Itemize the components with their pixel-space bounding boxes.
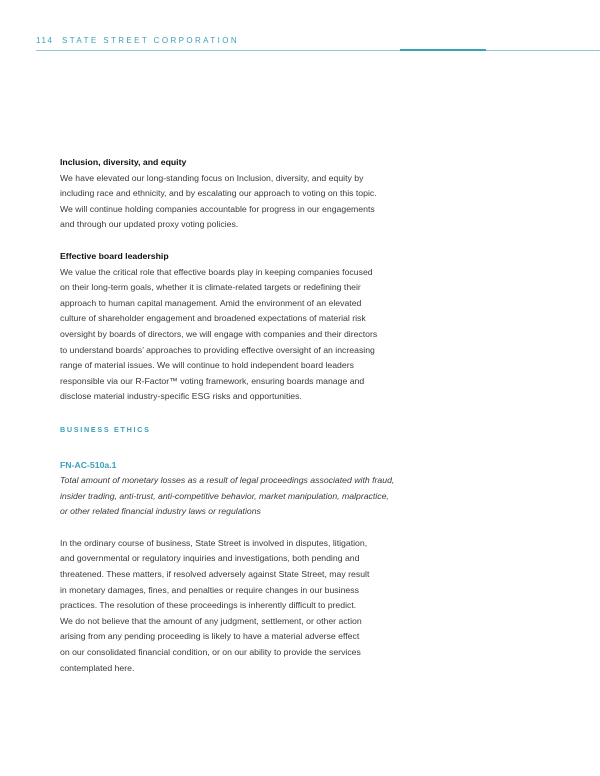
description-line: Total amount of monetary losses as a result of legal proceedings associated with fraud, bbox=[60, 475, 395, 486]
description-line: insider trading, anti-trust, anti-competitive behavior, market manipulation, malpractice, bbox=[60, 490, 389, 501]
paragraph-line: threatened. These matters, if resolved adversely against State Street, may result bbox=[60, 569, 370, 580]
paragraph-line: responsible via our R-Factor™ voting framework, ensuring boards manage and bbox=[60, 375, 365, 386]
paragraph-line: and governmental or regulatory inquiries and investigations, both pending and bbox=[60, 553, 360, 564]
page-header bbox=[36, 36, 600, 56]
page-number: 114 bbox=[36, 36, 54, 45]
paragraph-line: arising from any pending proceeding is likely to have a material adverse effect bbox=[60, 631, 360, 642]
paragraph-line: disclose material industry-specific ESG risks and opportunities. bbox=[60, 391, 302, 402]
paragraph-line: in monetary damages, fines, and penalties or require changes in our business bbox=[60, 584, 359, 595]
paragraph-line: on their long-term goals, whether it is climate-related targets or redefining their bbox=[60, 282, 361, 293]
board-heading: Effective board leadership bbox=[60, 250, 169, 261]
paragraph-line: We do not believe that the amount of any judgment, settlement, or other action bbox=[60, 615, 362, 626]
header-rule bbox=[36, 50, 600, 51]
paragraph-line: practices. The resolution of these proceedings is inherently difficult to predict. bbox=[60, 600, 357, 611]
business-ethics-eyebrow: BUSINESS ETHICS bbox=[60, 424, 151, 434]
inclusion-heading: Inclusion, diversity, and equity bbox=[60, 157, 187, 167]
paragraph-line: We value the critical role that effective boards play in keeping companies focused bbox=[60, 266, 373, 277]
paragraph-line: to understand boards’ approaches to providing effective oversight of an increasing bbox=[60, 344, 375, 355]
paragraph-line: culture of shareholder engagement and broadened expectations of material risk bbox=[60, 313, 366, 324]
ethics-paragraph bbox=[60, 536, 420, 676]
description-line: or other related financial industry laws or regulations bbox=[60, 506, 261, 517]
paragraph-line: on our consolidated financial condition, or on our ability to provide the services bbox=[60, 647, 361, 658]
board-paragraph bbox=[60, 265, 420, 405]
page-content bbox=[60, 155, 420, 676]
inclusion-section bbox=[60, 155, 420, 233]
paragraph-line: In the ordinary course of business, State Street is involved in disputes, litigation, bbox=[60, 537, 368, 548]
metric-code: FN-AC-510a.1 bbox=[60, 459, 117, 470]
metric-description bbox=[60, 473, 420, 520]
paragraph-line: We will continue holding companies accountable for progress in our engagements bbox=[60, 203, 375, 214]
paragraph-line: range of material issues. We will continue to hold independent board leaders bbox=[60, 360, 354, 371]
paragraph-line: We have elevated our long-standing focus on Inclusion, diversity, and equity by bbox=[60, 172, 364, 183]
paragraph-line: contemplated here. bbox=[60, 662, 135, 673]
inclusion-paragraph bbox=[60, 171, 420, 233]
header-accent-rule bbox=[400, 49, 486, 51]
corporation-name: STATE STREET CORPORATION bbox=[62, 36, 240, 45]
paragraph-line: approach to human capital management. Amid the environment of an elevated bbox=[60, 297, 362, 308]
paragraph-line: and through our updated proxy voting policies. bbox=[60, 219, 239, 230]
paragraph-line: oversight by boards of directors, we will engage with companies and their directors bbox=[60, 328, 378, 339]
board-section bbox=[60, 249, 420, 405]
paragraph-line: including race and ethnicity, and by escalating our approach to voting on this topic. bbox=[60, 188, 377, 199]
